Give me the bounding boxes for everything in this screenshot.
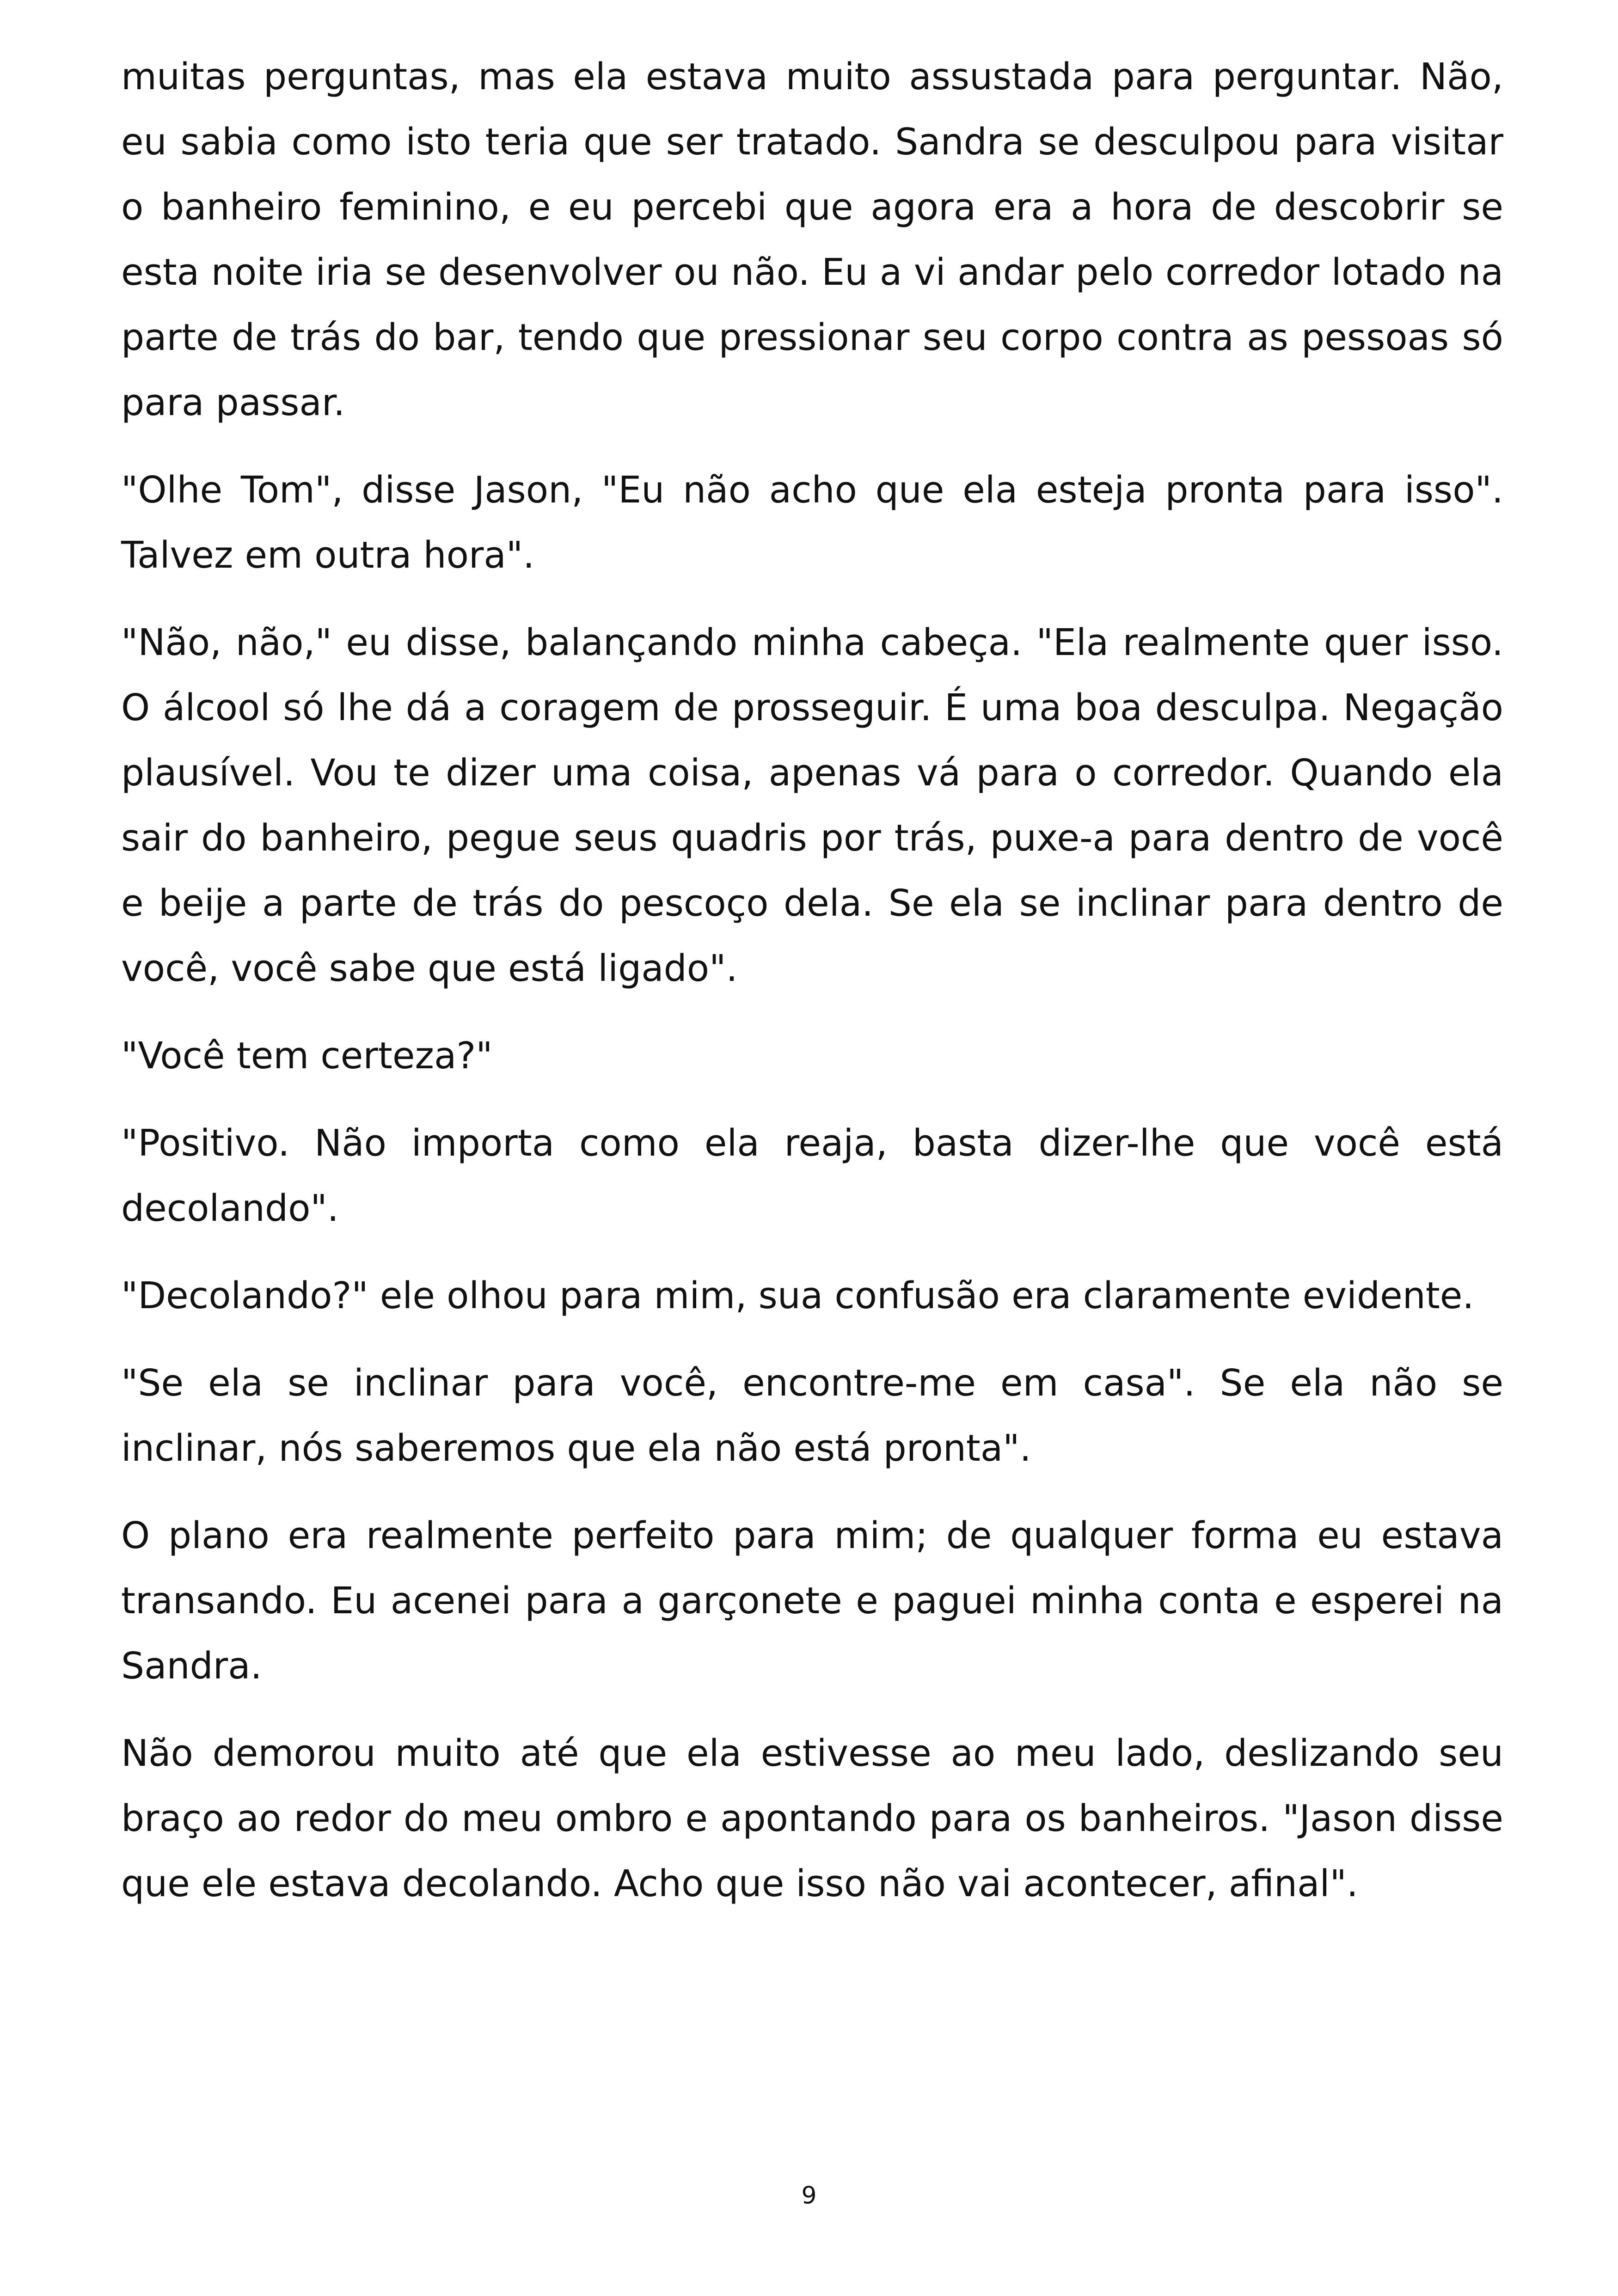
paragraph-5: "Positivo. Não importa como ela reaja, basta dizer-lhe que você está decolando". [121, 1122, 1503, 1230]
page-number: 9 [801, 2182, 817, 2210]
paragraph-3: "Não, não," eu disse, balançando minha cabeça. "Ela realmente quer isso. O álcool só lhe dá a coragem de prosseguir. É uma boa desculpa. Negação plausível. Vou te dizer uma coisa, apenas vá para o corredor. Quando ela sair do banheiro, pegue seus quadris por trás, puxe-a para dentro de você e beije a parte de trás do pescoço dela. Se ela se inclinar para dentro de você, você sabe que está ligado". [121, 621, 1503, 990]
paragraph-2: "Olhe Tom", disse Jason, "Eu não acho que ela esteja pronta para isso". Talvez em outra hora". [121, 469, 1503, 576]
paragraph-1: muitas perguntas, mas ela estava muito assustada para perguntar. Não, eu sabia como isto teria que ser tratado. Sandra se desculpou para visitar o banheiro feminino, e eu percebi que agora era a hora de descobrir se esta noite iria se desenvolver ou não. Eu a vi andar pelo corredor lotado na parte de trás do bar, tendo que pressionar seu corpo contra as pessoas só para passar. [121, 55, 1503, 424]
paragraph-7: "Se ela se inclinar para você, encontre-me em casa". Se ela não se inclinar, nós saberemos que ela não está pronta". [121, 1362, 1503, 1469]
body-text [121, 44, 1503, 1939]
paragraph-9: Não demorou muito até que ela estivesse ao meu lado, deslizando seu braço ao redor do meu ombro e apontando para os banheiros. "Jason disse que ele estava decolando. Acho que isso não vai acontecer, afinal". [121, 1732, 1503, 1905]
paragraph-8: O plano era realmente perfeito para mim; de qualquer forma eu estava transando. Eu acenei para a garçonete e paguei minha conta e esperei na Sandra. [121, 1514, 1503, 1687]
paragraph-4: "Você tem certeza?" [121, 1035, 493, 1077]
paragraph-6: "Decolando?" ele olhou para mim, sua confusão era claramente evidente. [121, 1274, 1474, 1317]
